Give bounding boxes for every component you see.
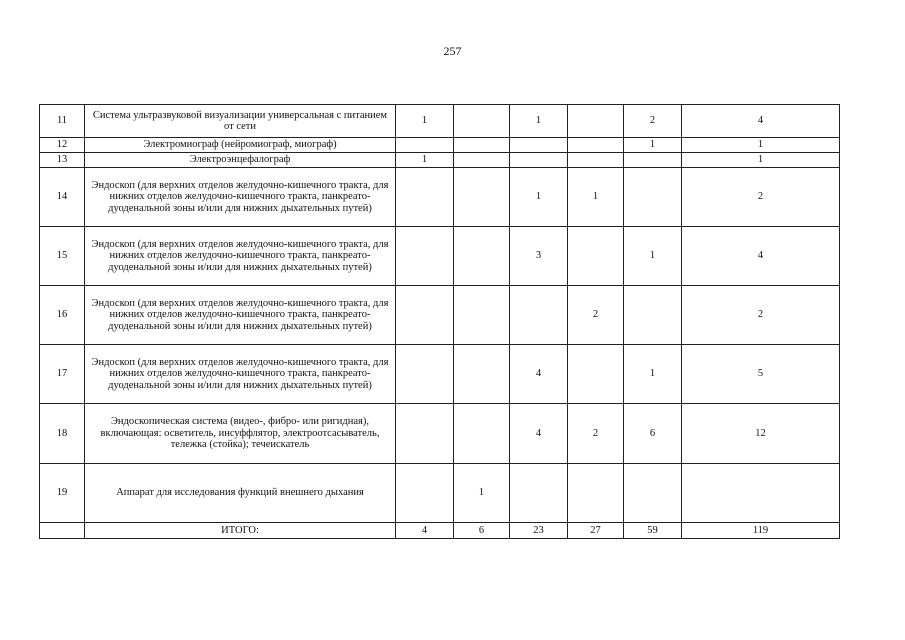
count-cell: [568, 105, 624, 138]
row-number: 11: [40, 105, 85, 138]
count-cell: 3: [510, 227, 568, 286]
row-number: 15: [40, 227, 85, 286]
equipment-name: Электроэнцефалограф: [85, 153, 396, 168]
table-row: [40, 168, 840, 227]
total-cell: 2: [682, 168, 840, 227]
count-cell: [568, 138, 624, 153]
count-cell: 1: [624, 345, 682, 404]
count-cell: [396, 138, 454, 153]
count-cell: 2: [568, 286, 624, 345]
count-cell: 1: [624, 138, 682, 153]
count-cell: [396, 168, 454, 227]
count-cell: [568, 345, 624, 404]
count-cell: 1: [624, 227, 682, 286]
count-cell: [454, 227, 510, 286]
count-cell: [624, 464, 682, 523]
empty-cell: [40, 523, 85, 539]
count-cell: [510, 286, 568, 345]
count-cell: [624, 286, 682, 345]
count-cell: [624, 168, 682, 227]
row-number: 13: [40, 153, 85, 168]
count-cell: [454, 153, 510, 168]
count-cell: 1: [396, 105, 454, 138]
total-cell: 4: [682, 105, 840, 138]
count-cell: [454, 105, 510, 138]
count-cell: [510, 464, 568, 523]
total-count-cell: 4: [396, 523, 454, 539]
total-cell: 1: [682, 153, 840, 168]
equipment-name: Эндоскоп (для верхних отделов желудочно-кишечного тракта, для нижних отделов желудочно-кишечного тракта, панкреато-дуоденальной зоны и/или для нижних дыхательных путей): [85, 345, 396, 404]
count-cell: [396, 345, 454, 404]
count-cell: [396, 227, 454, 286]
total-cell: 12: [682, 404, 840, 464]
count-cell: [568, 227, 624, 286]
equipment-name: Эндоскоп (для верхних отделов желудочно-кишечного тракта, для нижних отделов желудочно-кишечного тракта, панкреато-дуоденальной зоны и/или для нижних дыхательных путей): [85, 227, 396, 286]
count-cell: [624, 153, 682, 168]
count-cell: [568, 464, 624, 523]
equipment-name: Электромиограф (нейромиограф, миограф): [85, 138, 396, 153]
table-row: [40, 227, 840, 286]
count-cell: 1: [510, 105, 568, 138]
table-row: [40, 404, 840, 464]
total-count-cell: 59: [624, 523, 682, 539]
table-row: [40, 464, 840, 523]
count-cell: [510, 138, 568, 153]
count-cell: [396, 286, 454, 345]
equipment-name: Эндоскоп (для верхних отделов желудочно-кишечного тракта, для нижних отделов желудочно-кишечного тракта, панкреато-дуоденальной зоны и/или для нижних дыхательных путей): [85, 286, 396, 345]
count-cell: 6: [624, 404, 682, 464]
table-row: [40, 286, 840, 345]
equipment-name: Аппарат для исследования функций внешнего дыхания: [85, 464, 396, 523]
count-cell: [454, 404, 510, 464]
table-row: [40, 138, 840, 153]
count-cell: [454, 286, 510, 345]
row-number: 16: [40, 286, 85, 345]
equipment-name: Система ультразвуковой визуализации универсальная с питанием от сети: [85, 105, 396, 138]
equipment-name: Эндоскоп (для верхних отделов желудочно-кишечного тракта, для нижних отделов желудочно-кишечного тракта, панкреато-дуоденальной зоны и/или для нижних дыхательных путей): [85, 168, 396, 227]
total-cell: 4: [682, 227, 840, 286]
table-row: [40, 345, 840, 404]
total-cell: 2: [682, 286, 840, 345]
totals-row: [40, 523, 840, 539]
count-cell: 2: [568, 404, 624, 464]
table-row: [40, 153, 840, 168]
total-cell: 5: [682, 345, 840, 404]
count-cell: 1: [396, 153, 454, 168]
row-number: 17: [40, 345, 85, 404]
count-cell: 1: [568, 168, 624, 227]
row-number: 19: [40, 464, 85, 523]
table-row: [40, 105, 840, 138]
equipment-name: Эндоскопическая система (видео-, фибро- или ригидная), включающая: осветитель, инсуффлятор, электроотсасыватель, тележка (стойка); течеискатель: [85, 404, 396, 464]
equipment-table: [39, 104, 840, 539]
count-cell: 4: [510, 345, 568, 404]
count-cell: 1: [510, 168, 568, 227]
page-number: 257: [443, 44, 462, 58]
count-cell: 2: [624, 105, 682, 138]
totals-label: ИТОГО:: [85, 523, 396, 539]
row-number: 14: [40, 168, 85, 227]
total-cell: [682, 464, 840, 523]
total-count-cell: 6: [454, 523, 510, 539]
total-cell: 1: [682, 138, 840, 153]
count-cell: [454, 168, 510, 227]
count-cell: 4: [510, 404, 568, 464]
row-number: 12: [40, 138, 85, 153]
count-cell: [396, 404, 454, 464]
row-number: 18: [40, 404, 85, 464]
count-cell: [454, 138, 510, 153]
total-count-cell: 23: [510, 523, 568, 539]
count-cell: [568, 153, 624, 168]
total-count-cell: 27: [568, 523, 624, 539]
count-cell: [454, 345, 510, 404]
count-cell: 1: [454, 464, 510, 523]
grand-total-cell: 119: [682, 523, 840, 539]
count-cell: [396, 464, 454, 523]
count-cell: [510, 153, 568, 168]
